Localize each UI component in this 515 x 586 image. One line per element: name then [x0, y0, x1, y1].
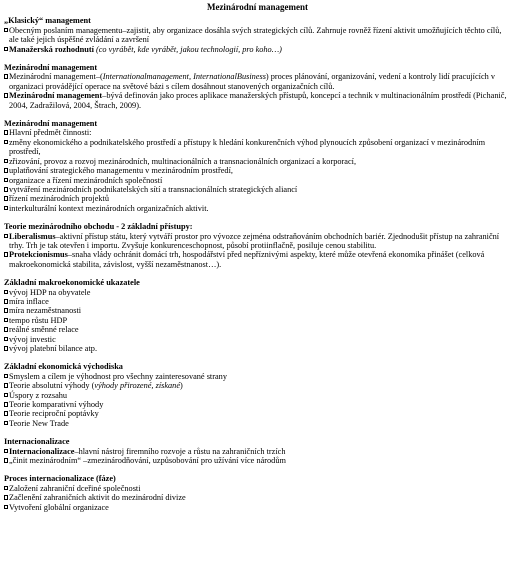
- checkbox-bullet-icon: [4, 308, 8, 313]
- list-item: uplatňování strategického managementu v mezinárodním prostředí,: [4, 166, 511, 175]
- list-item: Liberalismus–aktivní přístup státu, který vytváří prostor pro vývozce zejména odstraňováním obchodních bariér. Zjednodušit přístup na zahraniční trhy. Trh je tak otevřen i importu. Zvyšuje konkurenceschopnost, působí protiinflačně, posiluje cenou stabilitu.: [4, 232, 511, 251]
- list-item: Začlenění zahraničních aktivit do mezinárodní divize: [4, 493, 511, 502]
- checkbox-bullet-icon: [4, 178, 8, 183]
- checkbox-bullet-icon: [4, 234, 8, 239]
- section-ekonomicka-vychodiska: [4, 362, 511, 428]
- checkbox-bullet-icon: [4, 196, 8, 201]
- list-item: vytváření mezinárodních podnikatelských sítí a transnacionálních strategických aliancí: [4, 185, 511, 194]
- section-heading: Internacionalizace: [4, 437, 70, 447]
- section-heading: Základní ekonomická východiska: [4, 362, 123, 372]
- checkbox-bullet-icon: [4, 421, 8, 426]
- list-item: Teorie komparativní výhody: [4, 400, 511, 409]
- list-item: vývoj platební bilance atp.: [4, 344, 511, 353]
- checkbox-bullet-icon: [4, 505, 8, 510]
- section-internacionalizace: [4, 437, 511, 465]
- list-item: Manažerská rozhodnutí (co vyrábět, kde vyrábět, jakou technologií, pro koho…): [4, 45, 511, 54]
- list-item: zřizování, provoz a rozvoj mezinárodních, multinacionálních a transnacionálních organizací a korporací,: [4, 157, 511, 166]
- list-item: míra nezaměstnanosti: [4, 306, 511, 315]
- checkbox-bullet-icon: [4, 290, 8, 295]
- checkbox-bullet-icon: [4, 495, 8, 500]
- list-item: interkulturální kontext mezinárodních organizačních aktivit.: [4, 204, 511, 213]
- list-item: reálné směnné relace: [4, 325, 511, 334]
- checkbox-bullet-icon: [4, 168, 8, 173]
- checkbox-bullet-icon: [4, 252, 8, 257]
- section-heading: Mezinárodní management: [4, 119, 98, 129]
- list-item: změny ekonomického a podnikatelského prostředí a přístupy k hledání konkurenčních výhod plynoucích způsobení organizací v mezinárodním prostředí,: [4, 138, 511, 157]
- list-item: vývoj investic: [4, 335, 511, 344]
- checkbox-bullet-icon: [4, 402, 8, 407]
- list-item: Teorie New Trade: [4, 419, 511, 428]
- checkbox-bullet-icon: [4, 346, 8, 351]
- page-title: Mezinárodní management: [206, 2, 309, 12]
- section-mezinarodni-management-definice: [4, 63, 511, 110]
- checkbox-bullet-icon: [4, 93, 8, 98]
- checkbox-bullet-icon: [4, 449, 8, 454]
- checkbox-bullet-icon: [4, 47, 8, 52]
- section-klasicky-management: [4, 16, 511, 54]
- checkbox-bullet-icon: [4, 327, 8, 332]
- list-item: Mezinárodní management–(Internationalmanagement, InternationalBusiness) proces plánování, organizování, vedení a kontroly lidí pracujících v organizaci provádějící operace na světové bázi s cílem dosáhnout stanovených organizačních cílů.: [4, 72, 511, 91]
- checkbox-bullet-icon: [4, 486, 8, 491]
- section-heading: Teorie mezinárodního obchodu - 2 základní přístupy:: [4, 222, 193, 232]
- checkbox-bullet-icon: [4, 299, 8, 304]
- section-heading: „Klasický“ management: [4, 16, 91, 26]
- list-item: Úspory z rozsahu: [4, 391, 511, 400]
- checkbox-bullet-icon: [4, 130, 8, 135]
- checkbox-bullet-icon: [4, 159, 8, 164]
- checkbox-bullet-icon: [4, 74, 8, 79]
- list-item: Založení zahraniční dceřiné společnosti: [4, 484, 511, 493]
- checkbox-bullet-icon: [4, 374, 8, 379]
- list-item: Protekcionismus–snaha vlády ochránit domácí trh, hospodářství před nepříznivými aspekty, které může otevřená ekonomika přinášet (celková makroekonomická stabilita, závislost, vyšší nezaměstnanost…).: [4, 250, 511, 269]
- section-proces-internacionalizace: [4, 474, 511, 512]
- list-item: Internacionalizace–hlavní nástroj firemního rozvoje a růstu na zahraničních trzích: [4, 447, 511, 456]
- list-item: Smyslem a cílem je výhodnost pro všechny zainteresované strany: [4, 372, 511, 381]
- checkbox-bullet-icon: [4, 28, 8, 33]
- section-heading: Základní makroekonomické ukazatele: [4, 278, 140, 288]
- section-heading: Proces internacionalizace (fáze): [4, 474, 116, 484]
- checkbox-bullet-icon: [4, 206, 8, 211]
- section-teorie-obchodu: [4, 222, 511, 269]
- checkbox-bullet-icon: [4, 337, 8, 342]
- list-item: Obecným poslaním managementu–zajistit, aby organizace dosáhla svých strategických cílů. Zahrnuje rovněž řízení aktivit umožňujících těchto cílů, ale také jejich úspěšné zvládání a završení: [4, 26, 511, 45]
- checkbox-bullet-icon: [4, 383, 8, 388]
- list-item: míra inflace: [4, 297, 511, 306]
- list-item: „činit mezinárodním“ –zmezinárodňování, uzpůsobování pro užívání více národům: [4, 456, 511, 465]
- checkbox-bullet-icon: [4, 393, 8, 398]
- list-item: Teorie absolutní výhody (výhody přirozené, získané): [4, 381, 511, 390]
- list-item: Vytvoření globální organizace: [4, 503, 511, 512]
- list-item: řízení mezinárodních projektů: [4, 194, 511, 203]
- checkbox-bullet-icon: [4, 411, 8, 416]
- section-heading: Mezinárodní management: [4, 63, 98, 73]
- list-item: vývoj HDP na obyvatele: [4, 288, 511, 297]
- checkbox-bullet-icon: [4, 187, 8, 192]
- list-item: Hlavní předmět činnosti:: [4, 128, 511, 137]
- checkbox-bullet-icon: [4, 458, 8, 463]
- list-item: organizace a řízení mezinárodních společností: [4, 176, 511, 185]
- section-makroekonomicke-ukazatele: [4, 278, 511, 353]
- checkbox-bullet-icon: [4, 318, 8, 323]
- list-item: Teorie reciproční poptávky: [4, 409, 511, 418]
- section-predmet-cinnosti: [4, 119, 511, 213]
- list-item: Mezinárodní management–bývá definován jako proces aplikace manažerských přístupů, koncepcí a technik v multinacionálním prostředí (Pichanič, 2004, Zadražilová, 2004, Štrach, 2009).: [4, 91, 511, 110]
- list-item: tempo růstu HDP: [4, 316, 511, 325]
- checkbox-bullet-icon: [4, 140, 8, 145]
